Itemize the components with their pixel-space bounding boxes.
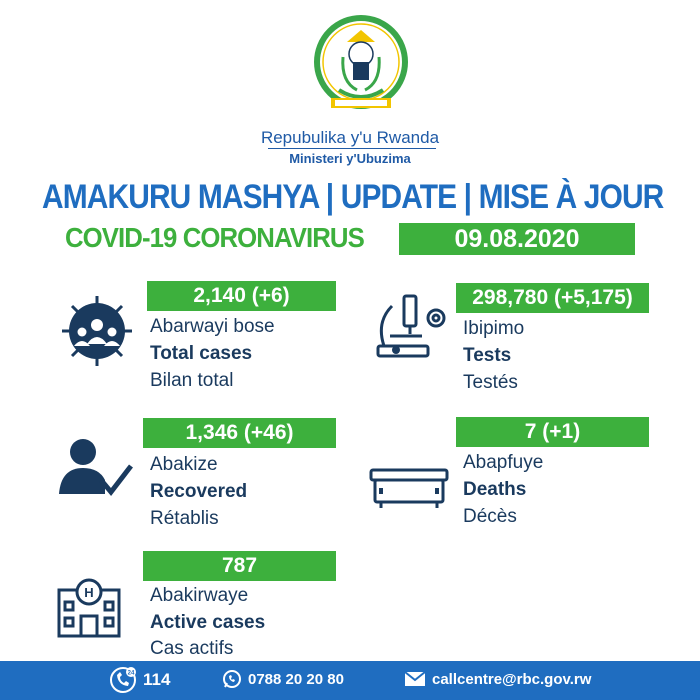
recovered-label-fr: Rétablis — [150, 508, 219, 529]
total-cases-value: 2,140 (+6) — [147, 281, 336, 311]
recovered-label-rw: Abakize — [150, 454, 218, 475]
footer-bar — [0, 661, 700, 700]
date-badge: 09.08.2020 — [399, 223, 635, 255]
deaths-value: 7 (+1) — [456, 417, 649, 447]
deaths-label-rw: Abapfuye — [463, 452, 544, 473]
group-virus-icon — [60, 294, 134, 368]
recovered-value: 1,346 (+46) — [143, 418, 336, 448]
rwanda-coat-of-arms-icon — [313, 12, 409, 122]
person-check-icon — [55, 436, 135, 500]
coffin-icon — [367, 466, 451, 510]
recovered-label-en: Recovered — [150, 481, 248, 502]
total-cases-label-en: Total cases — [150, 343, 253, 364]
active-cases-label-en: Active cases — [150, 612, 266, 633]
hospital-icon — [55, 570, 123, 640]
tests-value: 298,780 (+5,175) — [456, 283, 649, 313]
phone-24-icon — [108, 665, 138, 695]
microscope-icon — [370, 292, 452, 364]
tests-label-rw: Ibipimo — [463, 318, 525, 339]
country-name: Repubulika y'u Rwanda — [260, 128, 440, 147]
svg-text:24: 24 — [127, 670, 135, 677]
phone-number[interactable]: 0788 20 20 80 — [248, 671, 344, 688]
active-cases-label-fr: Cas actifs — [150, 638, 234, 659]
deaths-label-fr: Décès — [463, 506, 517, 527]
email-icon — [404, 671, 426, 687]
ministry-name: Ministeri y'Ubuzima — [289, 151, 411, 166]
svg-text:H: H — [84, 585, 94, 600]
total-cases-label-rw: Abarwayi bose — [150, 316, 275, 337]
header-divider — [268, 148, 436, 149]
active-cases-label-rw: Abakirwaye — [150, 585, 249, 606]
email-address[interactable]: callcentre@rbc.gov.rw — [432, 671, 592, 688]
whatsapp-icon — [222, 669, 242, 689]
tests-label-fr: Testés — [463, 372, 518, 393]
active-cases-value: 787 — [143, 551, 336, 581]
covid-subtitle: COVID-19 CORONAVIRUS — [65, 222, 364, 253]
update-title: AMAKURU MASHYA | UPDATE | MISE À JOUR — [42, 178, 664, 216]
tests-label-en: Tests — [463, 345, 512, 366]
deaths-label-en: Deaths — [463, 479, 527, 500]
total-cases-label-fr: Bilan total — [150, 370, 234, 391]
hotline-number[interactable]: 114 — [143, 670, 171, 689]
